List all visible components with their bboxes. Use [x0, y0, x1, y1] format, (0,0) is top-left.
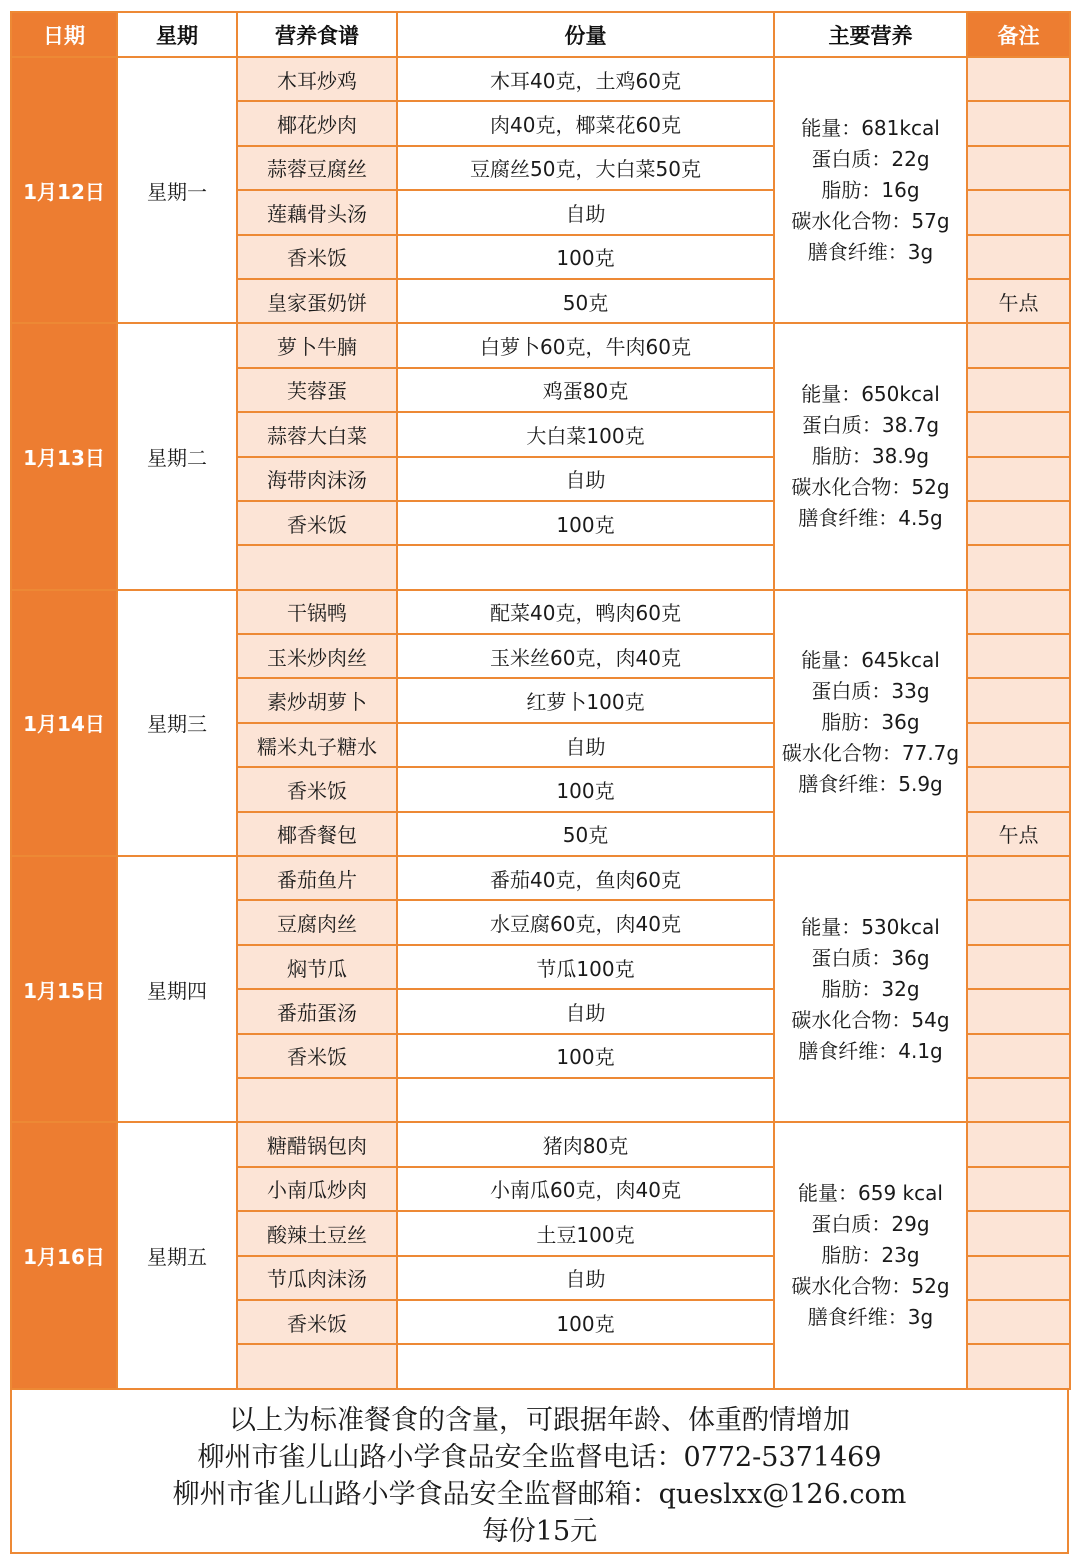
dish-portion: 100克: [397, 501, 774, 545]
dish-name: 素炒胡萝卜: [237, 678, 397, 722]
dish-name: 芙蓉蛋: [237, 368, 397, 412]
dish-name: 糖醋锅包肉: [237, 1122, 397, 1166]
dish-name: 玉米炒肉丝: [237, 634, 397, 678]
remark-cell: 午点: [967, 812, 1070, 856]
nutrition-line: 蛋白质：22g: [811, 146, 930, 171]
remark-cell: [967, 989, 1070, 1033]
remark-cell: [967, 1034, 1070, 1078]
header-nutrition: 主要营养: [774, 12, 967, 57]
remark-cell: [967, 1256, 1070, 1300]
remark-cell: [967, 900, 1070, 944]
dish-portion: 自助: [397, 190, 774, 234]
dish-portion: 红萝卜100克: [397, 678, 774, 722]
nutrition-line: 蛋白质：29g: [811, 1212, 930, 1237]
header-dish: 营养食谱: [237, 12, 397, 57]
dish-name: 香米饭: [237, 1300, 397, 1344]
dish-portion: 50克: [397, 279, 774, 323]
day-weekday: 星期四: [117, 856, 237, 1122]
dish-name: 焖节瓜: [237, 945, 397, 989]
dish-portion: 大白菜100克: [397, 412, 774, 456]
nutrition-line: 膳食纤维：4.5g: [798, 506, 943, 531]
nutrition-line: 蛋白质：36g: [811, 945, 930, 970]
dish-portion: [397, 1344, 774, 1388]
dish-portion: 水豆腐60克，肉40克: [397, 900, 774, 944]
dish-name: 木耳炒鸡: [237, 57, 397, 101]
dish-name: 蒜蓉大白菜: [237, 412, 397, 456]
dish-portion: 白萝卜60克，牛肉60克: [397, 323, 774, 367]
dish-name: 糯米丸子糖水: [237, 723, 397, 767]
remark-cell: [967, 1211, 1070, 1255]
dish-name: [237, 1344, 397, 1388]
dish-name: 干锅鸭: [237, 590, 397, 634]
dish-portion: 玉米丝60克，肉40克: [397, 634, 774, 678]
footer-note: 以上为标准餐食的含量，可跟据年龄、体重酌情增加: [229, 1405, 850, 1436]
day-date: 1月12日: [11, 57, 117, 323]
dish-portion: 100克: [397, 235, 774, 279]
nutrition-line: 膳食纤维：5.9g: [798, 772, 943, 797]
dish-name: 萝卜牛腩: [237, 323, 397, 367]
remark-cell: [967, 634, 1070, 678]
dish-portion: 土豆100克: [397, 1211, 774, 1255]
remark-cell: [967, 235, 1070, 279]
remark-cell: [967, 590, 1070, 634]
dish-name: 香米饭: [237, 1034, 397, 1078]
nutrition-summary: [774, 323, 967, 589]
footer-price: 每份15元: [481, 1516, 598, 1547]
header-portion: 份量: [397, 12, 774, 57]
remark-cell: [967, 457, 1070, 501]
day-date: 1月14日: [11, 590, 117, 856]
day-weekday: 星期三: [117, 590, 237, 856]
dish-name: 香米饭: [237, 767, 397, 811]
dish-portion: 100克: [397, 1300, 774, 1344]
dish-name: 莲藕骨头汤: [237, 190, 397, 234]
nutrition-line: 脂肪：38.9g: [811, 444, 930, 469]
remark-cell: [967, 1078, 1070, 1122]
nutrition-line: 蛋白质：38.7g: [801, 413, 940, 438]
remark-cell: [967, 323, 1070, 367]
dish-name: 椰花炒肉: [237, 101, 397, 145]
nutrition-line: 碳水化合物：77.7g: [781, 741, 960, 766]
table-row: [11, 590, 1070, 634]
remark-cell: [967, 1300, 1070, 1344]
remark-cell: [967, 368, 1070, 412]
dish-name: 香米饭: [237, 501, 397, 545]
remark-cell: [967, 101, 1070, 145]
dish-name: 小南瓜炒肉: [237, 1167, 397, 1211]
remark-cell: [967, 146, 1070, 190]
table-row: [11, 856, 1070, 900]
dish-portion: 小南瓜60克，肉40克: [397, 1167, 774, 1211]
day-date: 1月13日: [11, 323, 117, 589]
menu-body: [11, 57, 1070, 1389]
dish-portion: 自助: [397, 1256, 774, 1300]
dish-portion: [397, 545, 774, 589]
dish-name: 豆腐肉丝: [237, 900, 397, 944]
header-date: 日期: [11, 12, 117, 57]
dish-portion: 自助: [397, 723, 774, 767]
nutrition-line: 碳水化合物：52g: [791, 475, 950, 500]
dish-portion: 自助: [397, 989, 774, 1033]
footer-email: 柳州市雀儿山路小学食品安全监督邮箱：queslxx@126.com: [172, 1479, 907, 1510]
nutrition-summary: [774, 57, 967, 323]
nutrition-line: 能量：650kcal: [801, 382, 940, 407]
remark-cell: [967, 678, 1070, 722]
remark-cell: [967, 57, 1070, 101]
remark-cell: [967, 723, 1070, 767]
menu-table: [10, 11, 1071, 1390]
table-row: [11, 57, 1070, 101]
dish-name: 香米饭: [237, 235, 397, 279]
nutrition-line: 脂肪：32g: [821, 976, 920, 1001]
day-date: 1月15日: [11, 856, 117, 1122]
dish-name: 节瓜肉沫汤: [237, 1256, 397, 1300]
dish-portion: 鸡蛋80克: [397, 368, 774, 412]
footer-notes: [10, 1389, 1069, 1554]
dish-name: 皇家蛋奶饼: [237, 279, 397, 323]
dish-portion: [397, 1078, 774, 1122]
header-remark: 备注: [967, 12, 1070, 57]
nutrition-line: 脂肪：36g: [821, 710, 920, 735]
nutrition-line: 脂肪：16g: [821, 177, 920, 202]
dish-portion: 100克: [397, 1034, 774, 1078]
nutrition-summary: [774, 1122, 967, 1388]
remark-cell: [967, 945, 1070, 989]
dish-portion: 50克: [397, 812, 774, 856]
nutrition-summary: [774, 856, 967, 1122]
dish-portion: 配菜40克，鸭肉60克: [397, 590, 774, 634]
nutrition-line: 蛋白质：33g: [811, 679, 930, 704]
nutrition-line: 碳水化合物：57g: [791, 208, 950, 233]
dish-portion: 猪肉80克: [397, 1122, 774, 1166]
day-weekday: 星期二: [117, 323, 237, 589]
nutrition-line: 能量：530kcal: [801, 914, 940, 939]
remark-cell: [967, 856, 1070, 900]
dish-portion: 自助: [397, 457, 774, 501]
nutrition-line: 膳食纤维：4.1g: [798, 1038, 943, 1063]
nutrition-line: 碳水化合物：52g: [791, 1274, 950, 1299]
dish-portion: 番茄40克，鱼肉60克: [397, 856, 774, 900]
nutrition-line: 膳食纤维：3g: [807, 239, 934, 264]
dish-name: 番茄鱼片: [237, 856, 397, 900]
dish-portion: 豆腐丝50克，大白菜50克: [397, 146, 774, 190]
remark-cell: [967, 501, 1070, 545]
dish-portion: 肉40克，椰菜花60克: [397, 101, 774, 145]
dish-portion: 100克: [397, 767, 774, 811]
remark-cell: [967, 412, 1070, 456]
header-row: [11, 12, 1070, 57]
menu-sheet: [10, 11, 1069, 1390]
dish-name: [237, 1078, 397, 1122]
nutrition-line: 膳食纤维：3g: [807, 1305, 934, 1330]
nutrition-line: 能量：681kcal: [801, 115, 940, 140]
remark-cell: [967, 767, 1070, 811]
dish-name: 椰香餐包: [237, 812, 397, 856]
day-date: 1月16日: [11, 1122, 117, 1388]
remark-cell: [967, 1122, 1070, 1166]
dish-name: 海带肉沫汤: [237, 457, 397, 501]
dish-name: 酸辣土豆丝: [237, 1211, 397, 1255]
day-weekday: 星期一: [117, 57, 237, 323]
nutrition-line: 脂肪：23g: [821, 1243, 920, 1268]
day-weekday: 星期五: [117, 1122, 237, 1388]
dish-name: 番茄蛋汤: [237, 989, 397, 1033]
nutrition-line: 碳水化合物：54g: [791, 1007, 950, 1032]
dish-name: 蒜蓉豆腐丝: [237, 146, 397, 190]
footer-phone: 柳州市雀儿山路小学食品安全监督电话：0772-5371469: [197, 1442, 882, 1473]
table-row: [11, 1122, 1070, 1166]
remark-cell: 午点: [967, 279, 1070, 323]
table-row: [11, 323, 1070, 367]
remark-cell: [967, 1167, 1070, 1211]
nutrition-line: 能量：645kcal: [801, 648, 940, 673]
dish-portion: 木耳40克，土鸡60克: [397, 57, 774, 101]
dish-portion: 节瓜100克: [397, 945, 774, 989]
remark-cell: [967, 545, 1070, 589]
dish-name: [237, 545, 397, 589]
nutrition-line: 能量：659 kcal: [798, 1181, 943, 1206]
nutrition-summary: [774, 590, 967, 856]
remark-cell: [967, 1344, 1070, 1388]
header-weekday: 星期: [117, 12, 237, 57]
remark-cell: [967, 190, 1070, 234]
